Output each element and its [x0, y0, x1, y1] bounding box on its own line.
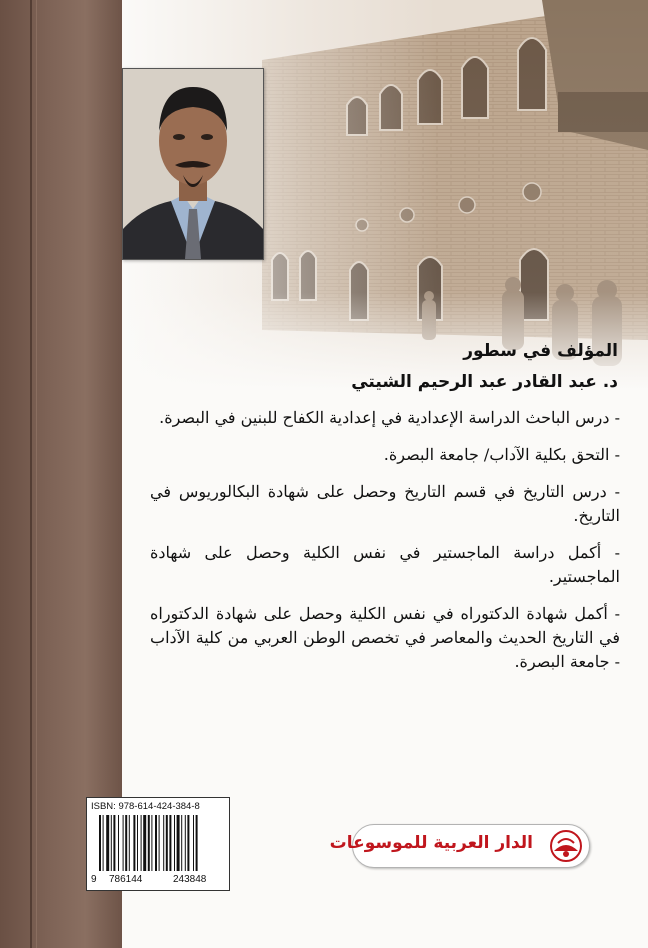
bio-item: - أكمل شهادة الدكتوراه في نفس الكلية وحصل على شهادة الدكتوراه في التاريخ الحديث والمعاصر في تخصص الوطن العربي من كلية الآداب - جامعة البصرة. — [150, 604, 620, 671]
bio-item: - أكمل دراسة الماجستير في نفس الكلية وحصل على شهادة الماجستير. — [150, 543, 620, 586]
author-name: د. عبد القادر عبد الرحيم الشيتي — [351, 372, 618, 392]
bio-list — [150, 406, 620, 687]
bio-heading: المؤلف في سطور — [463, 341, 618, 361]
bio-item: - التحق بكلية الآداب/ جامعة البصرة. — [383, 445, 620, 464]
bio-item: - درس الباحث الدراسة الإعدادية في إعدادية الكفاح للبنين في البصرة. — [159, 408, 620, 427]
barcode-bars — [99, 815, 223, 871]
isbn-label: ISBN: 978-614-424-384-8 — [91, 801, 200, 812]
publisher-emblem-icon — [549, 829, 583, 863]
spine-groove-highlight — [36, 0, 37, 948]
publisher-name: الدار العربية للموسوعات — [329, 833, 533, 853]
bio-item: - درس التاريخ في قسم التاريخ وحصل على شهادة البكالوريوس في التاريخ. — [150, 482, 620, 525]
author-portrait — [122, 68, 264, 260]
barcode-digits-left: 786144 — [109, 874, 143, 885]
publisher-logo — [329, 824, 590, 868]
barcode-first-digit: 9 — [91, 874, 97, 885]
barcode-digits-right: 243848 — [173, 874, 207, 885]
spine-groove — [30, 0, 32, 948]
isbn-barcode — [86, 797, 230, 891]
